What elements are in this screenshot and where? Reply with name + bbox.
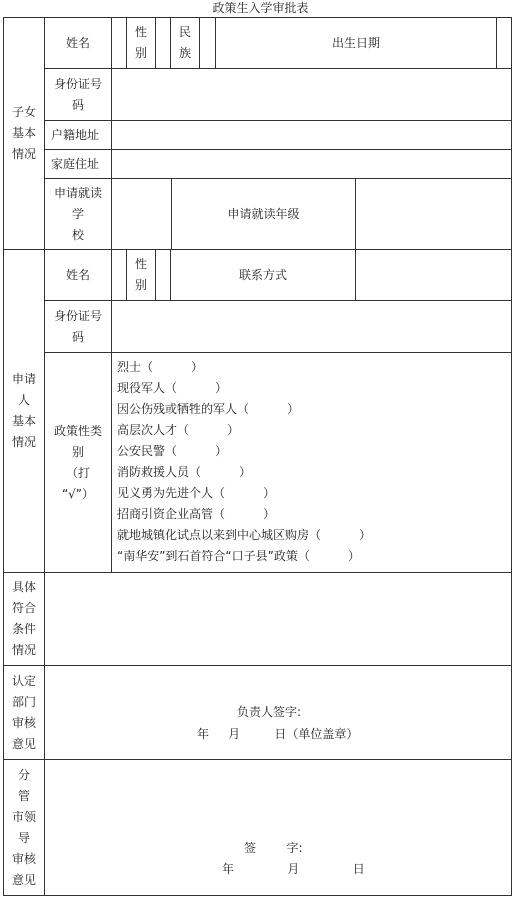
applicant-id-label: 身份证号 码 [44,300,112,353]
policy-list [117,357,371,567]
child-section-label: 子女 基本 情况 [3,17,45,250]
conditions-label: 具体 符合 条件 情况 [3,572,45,666]
applicant-name-value[interactable] [111,249,127,301]
child-residence-label: 家庭住址 [44,149,112,179]
policy-item-disabled-soldier[interactable]: 因公伤残或牺牲的军人（ ） [117,402,300,416]
child-id-label: 身份证号 码 [44,68,112,121]
child-apply-school-value[interactable] [111,178,172,250]
child-apply-school-label: 申请就读 学 校 [44,178,112,250]
applicant-name-label: 姓名 [44,249,112,301]
leader-label: 分 管 市领 导 审核 意见 [3,759,45,896]
policy-category-label: 政策性类 别 （打 “√”） [44,352,112,573]
policy-item-hero[interactable]: 见义勇为先进个人（ ） [117,486,276,500]
child-gender-label: 性 别 [126,17,156,69]
policy-item-home-buyer[interactable]: 就地城镇化试点以来到中心城区购房（ ） [117,528,372,542]
department-signature: 负责人签字: [237,705,302,719]
child-gender-value[interactable] [155,17,171,69]
policy-item-police[interactable]: 公安民警（ ） [117,444,228,458]
leader-date: 年 月 日 [222,862,365,876]
applicant-gender-label: 性 别 [126,249,156,301]
conditions-value[interactable] [44,572,512,666]
applicant-contact-label: 联系方式 [170,249,356,301]
child-ethnicity-label: 民 族 [170,17,200,69]
child-name-value[interactable] [111,17,127,69]
child-apply-grade-value[interactable] [355,178,512,250]
policy-item-executive[interactable]: 招商引资企业高管（ ） [117,507,276,521]
child-household-label: 户籍地址 [44,120,112,150]
applicant-section-label: 申请 人 基本 情况 [3,249,45,573]
policy-item-fire-rescue[interactable]: 消防救援人员（ ） [117,465,252,479]
policy-item-active-soldier[interactable]: 现役军人（ ） [117,381,228,395]
child-residence-value[interactable] [111,149,512,179]
child-ethnicity-value[interactable] [199,17,216,69]
department-label: 认定 部门 审核 意见 [3,665,45,760]
policy-item-county-policy[interactable]: “南华安”到石首符合“口子县”政策（ ） [117,549,361,563]
leader-signature: 签 字: [244,841,303,855]
applicant-id-value[interactable] [111,300,512,353]
policy-item-martyr[interactable]: 烈士（ ） [117,360,204,374]
child-birthdate-label: 出生日期 [215,17,497,69]
department-date: 年 月 日（单位盖章） [197,727,359,741]
child-id-value[interactable] [111,68,512,121]
policy-item-talent[interactable]: 高层次人才（ ） [117,423,240,437]
applicant-contact-value[interactable] [355,249,512,301]
child-birthdate-value[interactable] [496,17,512,69]
child-household-value[interactable] [111,120,512,150]
child-apply-grade-label: 申请就读年级 [171,178,356,250]
applicant-gender-value[interactable] [155,249,171,301]
form-title: 政策生入学审批表 [212,1,309,15]
child-name-label: 姓名 [44,17,112,69]
